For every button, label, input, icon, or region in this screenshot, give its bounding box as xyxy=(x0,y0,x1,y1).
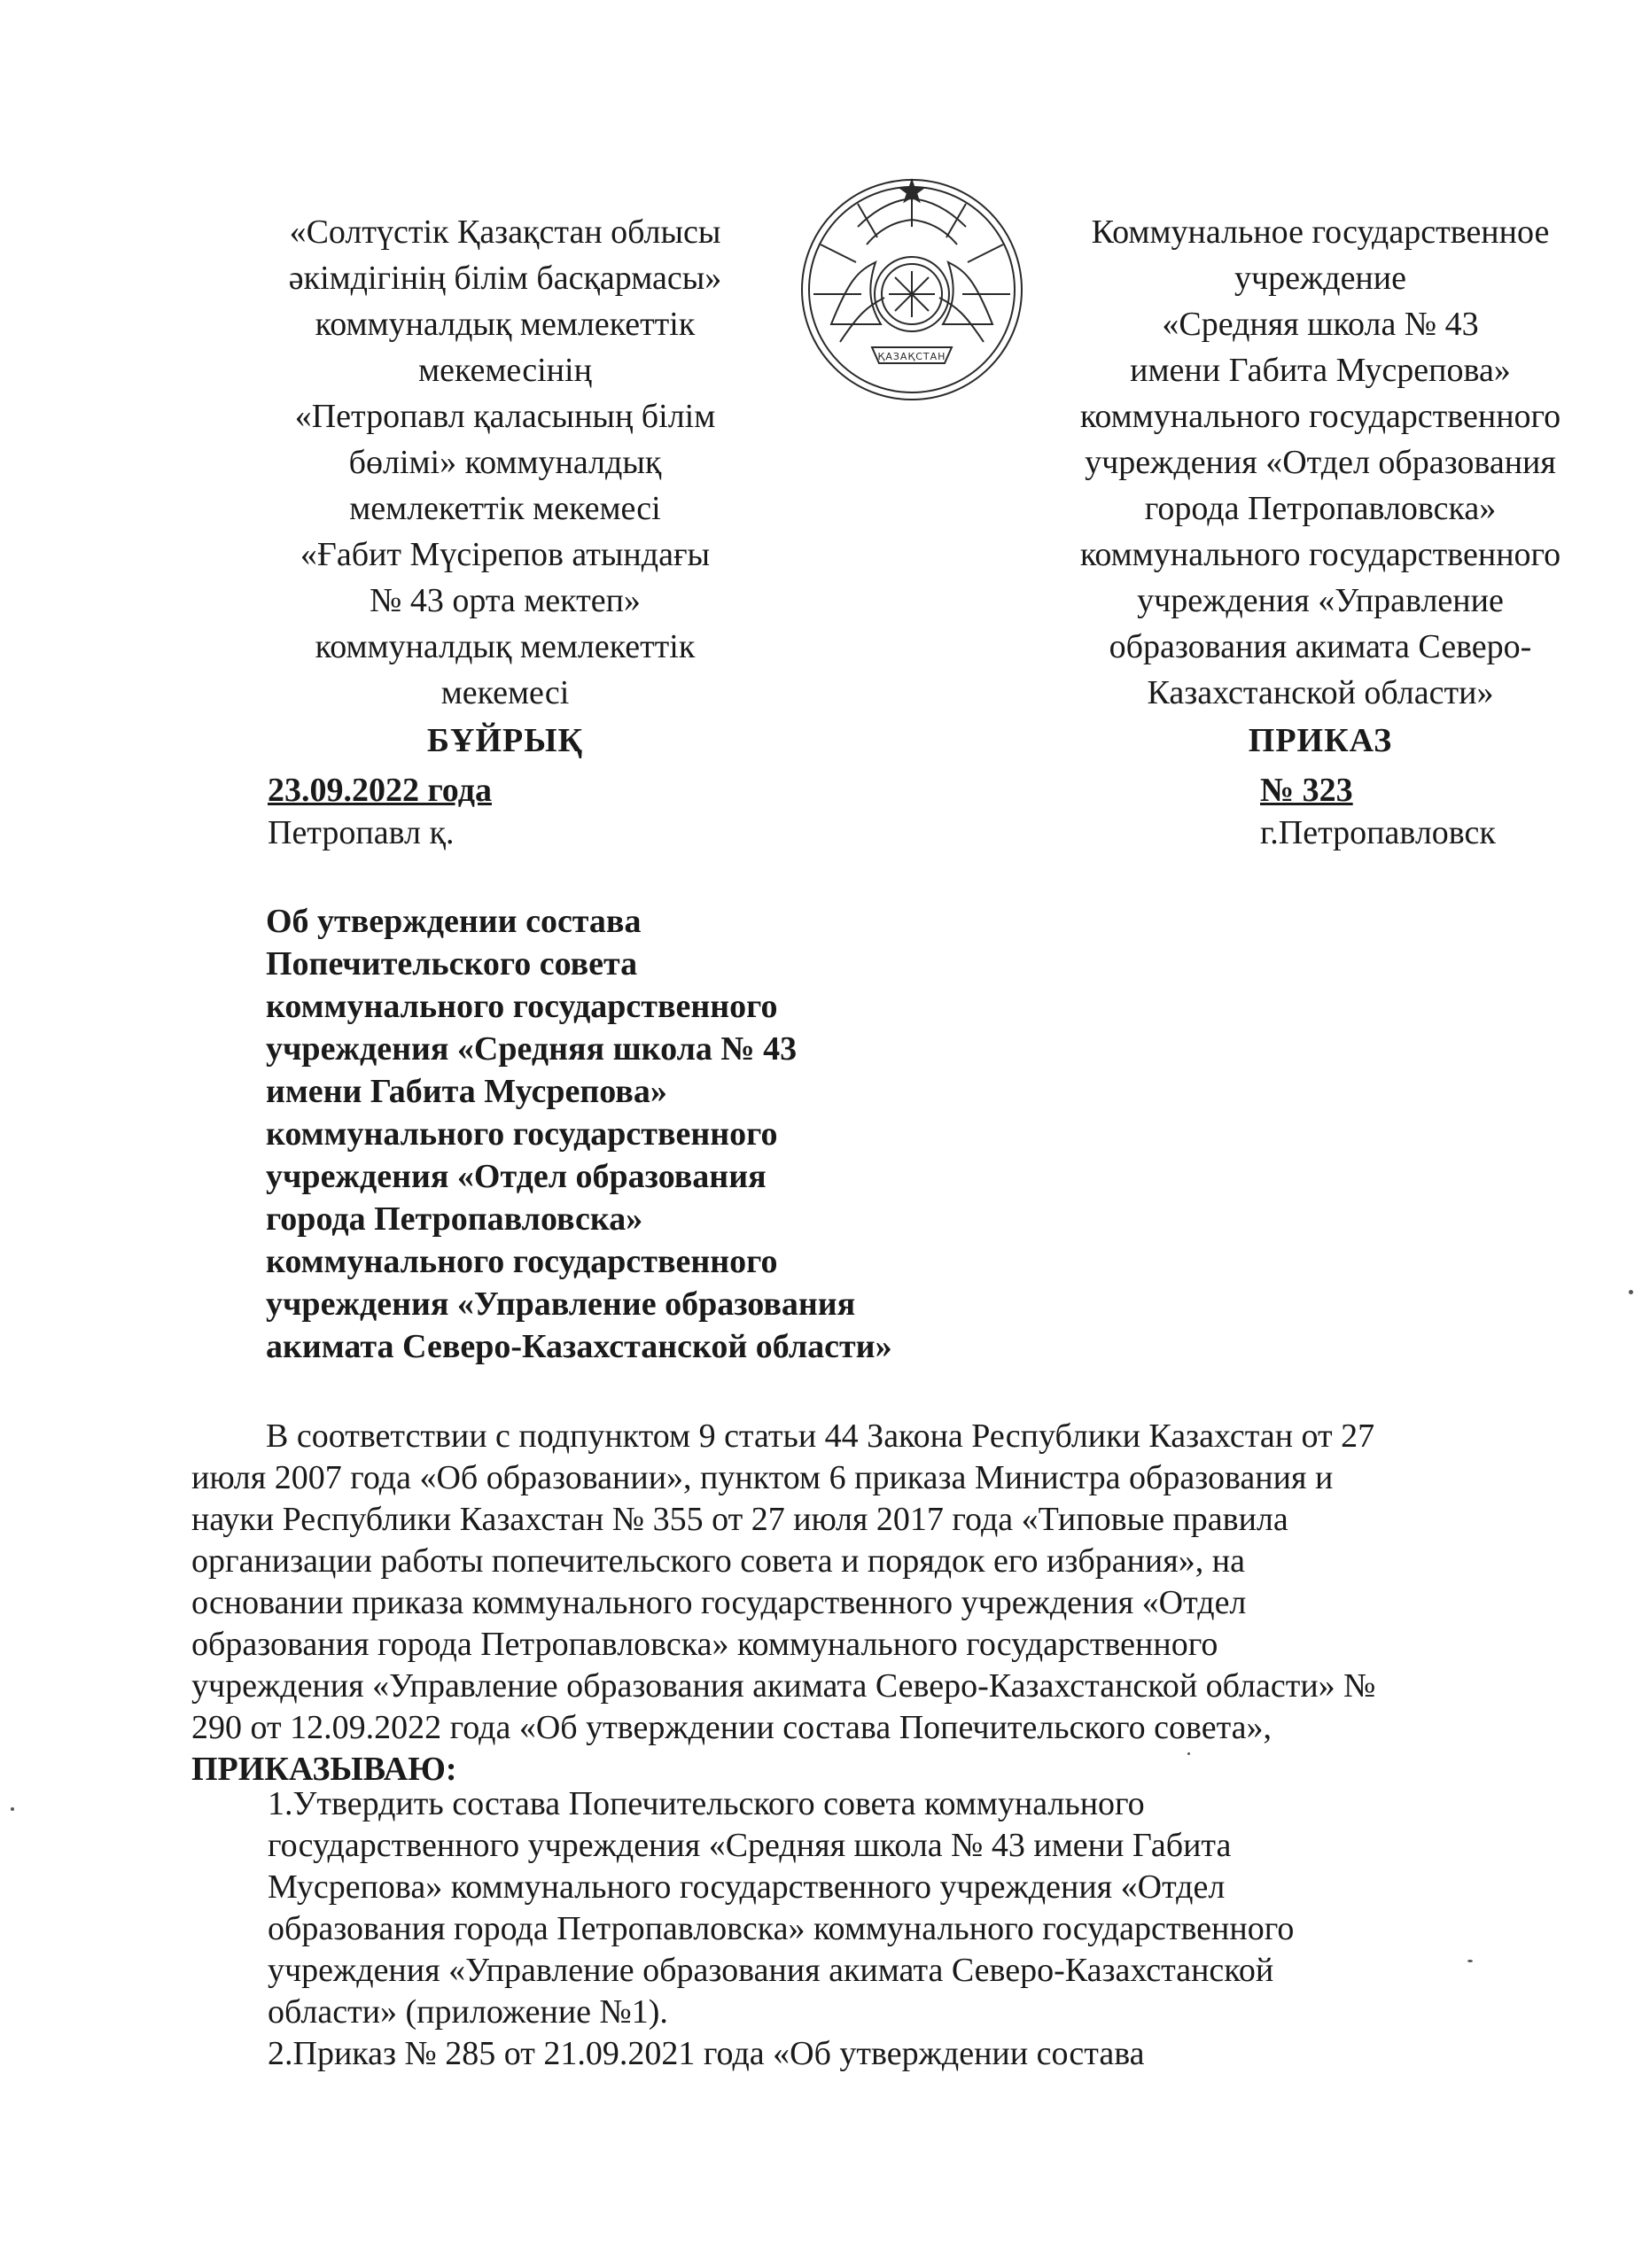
scan-speck xyxy=(1187,1752,1190,1755)
header-kazakh-line: коммуналдық мемлекеттік xyxy=(315,306,696,343)
header-russian-line: города Петропавловска» xyxy=(1144,490,1497,527)
order-number-block xyxy=(1260,769,1496,854)
subject-line: учреждения «Управление образования xyxy=(266,1285,856,1323)
city-kazakh: Петропавл қ. xyxy=(268,814,455,851)
header-kazakh xyxy=(239,209,771,764)
subject-line: Об утверждении состава xyxy=(266,903,642,940)
header-russian xyxy=(1037,209,1604,764)
item-1-line: образования города Петропавловска» коммунального государственного xyxy=(268,1910,1295,1947)
scan-speck xyxy=(11,1807,14,1811)
header-kazakh-line: бөлімі» коммуналдық xyxy=(348,444,662,481)
order-number: № 323 xyxy=(1260,772,1353,809)
header-russian-line: коммунального государственного xyxy=(1079,536,1561,573)
item-1-line: учреждения «Управление образования акимата Северо-Казахстанской xyxy=(268,1952,1274,1989)
order-date-block xyxy=(268,769,492,854)
order-subject xyxy=(266,900,892,1368)
preamble-line: организации работы попечительского совета и порядок его избрания», на xyxy=(191,1542,1245,1580)
header-kazakh-line: мемлекеттік мекемесі xyxy=(349,490,661,527)
subject-line: города Петропавловска» xyxy=(266,1200,643,1238)
subject-line: коммунального государственного xyxy=(266,1243,778,1280)
header-kazakh-line: № 43 орта мектеп» xyxy=(370,582,641,619)
preamble-line: образования города Петропавловска» коммунального государственного xyxy=(191,1626,1218,1663)
header-russian-line: «Средняя школа № 43 xyxy=(1162,306,1479,343)
order-word: ПРИКАЗЫВАЮ: xyxy=(191,1751,457,1788)
header-russian-line: коммунального государственного xyxy=(1079,398,1561,435)
scan-speck xyxy=(1467,1960,1473,1962)
header-kazakh-line: коммуналдық мемлекеттік xyxy=(315,628,696,665)
header-russian-line: Коммунальное государственное xyxy=(1091,214,1550,251)
header-russian-line: образования акимата Северо- xyxy=(1109,628,1532,665)
header-russian-line: учреждения «Отдел образования xyxy=(1085,444,1556,481)
header-russian-line: имени Габита Мусрепова» xyxy=(1130,352,1511,389)
order-items xyxy=(268,1783,1294,2075)
preamble-line: основании приказа коммунального государственного учреждения «Отдел xyxy=(191,1584,1247,1621)
item-1-line: области» (приложение №1). xyxy=(268,1993,668,2031)
state-emblem-icon xyxy=(796,174,1028,406)
item-1-line: государственного учреждения «Средняя школа № 43 имени Габита xyxy=(268,1827,1232,1864)
order-preamble xyxy=(191,1416,1538,1790)
svg-text:ҚАЗАҚСТАН: ҚАЗАҚСТАН xyxy=(877,351,946,362)
item-1-line: Мусрепова» коммунального государственного учреждения «Отдел xyxy=(268,1868,1226,1906)
item-2-line: 2.Приказ № 285 от 21.09.2021 года «Об утверждении состава xyxy=(268,2035,1145,2072)
subject-line: Попечительского совета xyxy=(266,945,638,983)
doc-type-russian: ПРИКАЗ xyxy=(1248,722,1393,759)
header-kazakh-line: мекемесінің xyxy=(418,352,592,389)
subject-line: учреждения «Отдел образования xyxy=(266,1158,767,1195)
preamble-line: учреждения «Управление образования акимата Северо-Казахстанской области» № xyxy=(191,1667,1376,1705)
subject-line: имени Габита Мусрепова» xyxy=(266,1073,667,1110)
preamble-line: июля 2007 года «Об образовании», пунктом 6 приказа Министра образования и xyxy=(191,1459,1334,1496)
preamble-line: науки Республики Казахстан № 355 от 27 июля 2017 года «Типовые правила xyxy=(191,1501,1288,1538)
subject-line: коммунального государственного xyxy=(266,1115,778,1153)
doc-type-kazakh: БҰЙРЫҚ xyxy=(426,722,584,759)
subject-line: учреждения «Средняя школа № 43 xyxy=(266,1030,798,1068)
preamble-line: В соответствии с подпунктом 9 статьи 44 Закона Республики Казахстан от 27 xyxy=(266,1418,1375,1455)
header-kazakh-line: әкімдігінің білім басқармасы» xyxy=(288,260,722,297)
header-kazakh-line: «Петропавл қаласының білім xyxy=(294,398,716,435)
header-russian-line: учреждение xyxy=(1234,260,1406,297)
city-russian: г.Петропавловск xyxy=(1260,814,1496,851)
preamble-line: 290 от 12.09.2022 года «Об утверждении состава Попечительского совета», xyxy=(191,1709,1273,1746)
order-date: 23.09.2022 года xyxy=(268,772,492,809)
header-kazakh-line: мекемесі xyxy=(440,674,570,711)
header-kazakh-line: «Солтүстік Қазақстан облысы xyxy=(289,214,721,251)
item-1-line: 1.Утвердить состава Попечительского совета коммунального xyxy=(268,1785,1145,1822)
subject-line: коммунального государственного xyxy=(266,988,778,1025)
scan-speck xyxy=(1629,1290,1633,1294)
header-kazakh-line: «Ғабит Мүсірепов атындағы xyxy=(300,536,711,573)
header-russian-line: учреждения «Управление xyxy=(1137,582,1504,619)
subject-line: акимата Северо-Казахстанской области» xyxy=(266,1328,892,1365)
header-russian-line: Казахстанской области» xyxy=(1147,674,1494,711)
